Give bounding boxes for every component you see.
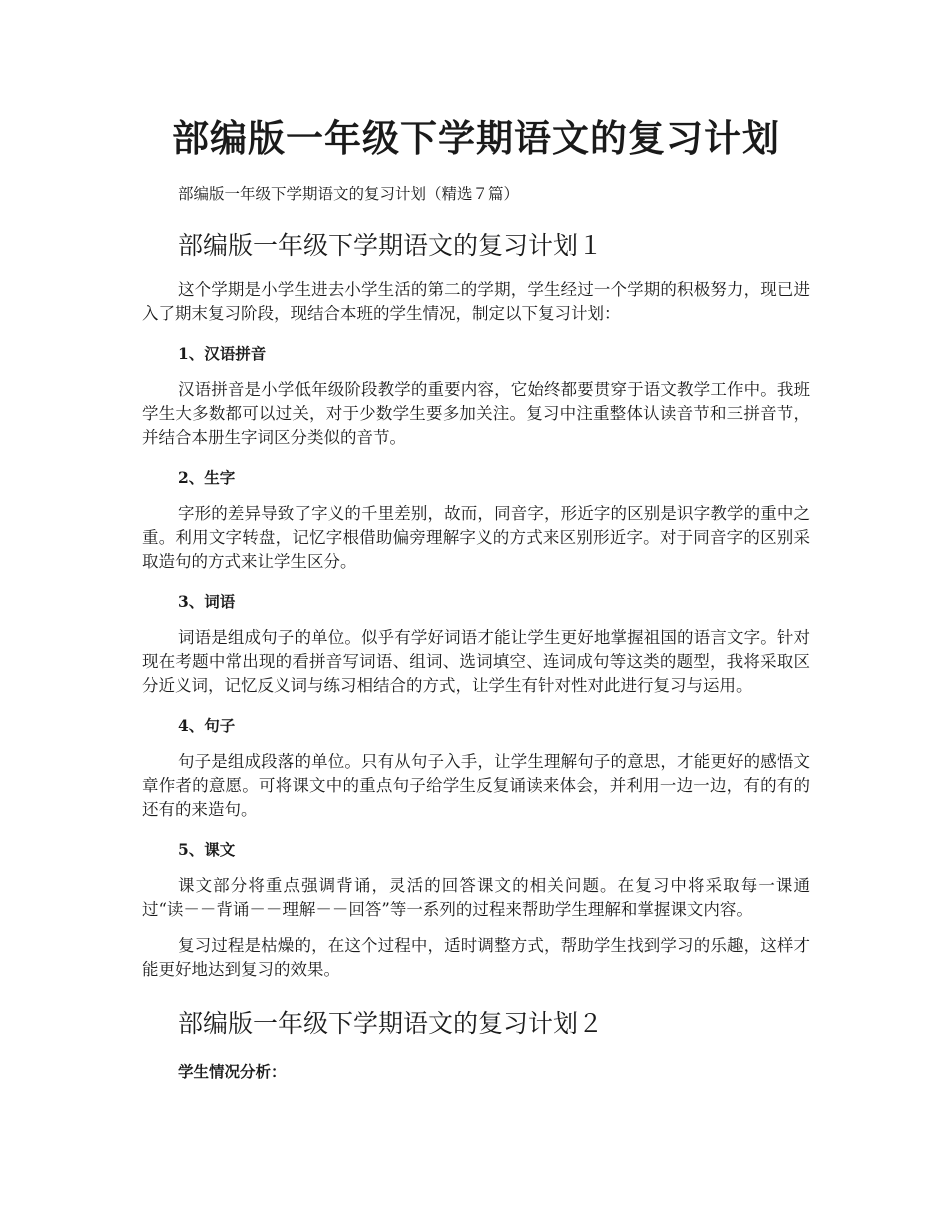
item-text-pinyin: 汉语拼音是小学低年级阶段教学的重要内容，它始终都要贯穿于语文教学工作中。我班学生大多数都可以过关，对于少数学生要多加关注。复习中注重整体认读音节和三拼音节，并结合本册生字词区分类似的音节。 [142,380,810,447]
item-text-words: 词语是组成句子的单位。似乎有学好词语才能让学生更好地掌握祖国的语言文字。针对现在考题中常出现的看拼音写词语、组词、选词填空、连词成句等这类的题型，我将采取区分近义词，记忆反义词与练习相结合的方式，让学生有针对性对此进行复习与运用。 [142,628,810,695]
item-heading-sentences: 4、句子 [178,716,236,735]
document-title: 部编版一年级下学期语文的复习计划 [172,116,780,160]
item-text-sentences: 句子是组成段落的单位。只有从句子入手，让学生理解句子的意思，才能更好的感悟文章作者的意愿。可将课文中的重点句子给学生反复诵读来体会，并利用一边一边，有的有的还有的来造句。 [142,752,810,819]
item-heading-words: 3、词语 [178,592,236,611]
section-1-closing: 复习过程是枯燥的，在这个过程中，适时调整方式，帮助学生找到学习的乐趣，这样才能更好地达到复习的效果。 [142,936,810,979]
section-1-intro: 这个学期是小学生进去小学生活的第二的学期，学生经过一个学期的积极努力，现已进入了期末复习阶段，现结合本班的学生情况，制定以下复习计划： [142,280,810,323]
item-heading-pinyin: 1、汉语拼音 [178,344,267,363]
document-subtitle: 部编版一年级下学期语文的复习计划（精选７篇） [178,185,520,203]
item-heading-characters: 2、生字 [178,468,236,487]
item-text-texts: 课文部分将重点强调背诵，灵活的回答课文的相关问题。在复习中将采取每一课通过“读－－背诵－－理解－－回答”等一系列的过程来帮助学生理解和掌握课文内容。 [142,876,810,919]
section-2-heading: 部编版一年级下学期语文的复习计划２ [178,1009,604,1038]
section-2-first-subheading: 学生情况分析： [178,1062,287,1081]
section-1-heading: 部编版一年级下学期语文的复习计划１ [178,231,604,260]
item-heading-texts: 5、课文 [178,840,236,859]
item-text-characters: 字形的差异导致了字义的千里差别，故而，同音字，形近字的区别是识字教学的重中之重。利用文字转盘，记忆字根借助偏旁理解字义的方式来区别形近字。对于同音字的区别采取造句的方式来让学生区分。 [142,504,810,571]
